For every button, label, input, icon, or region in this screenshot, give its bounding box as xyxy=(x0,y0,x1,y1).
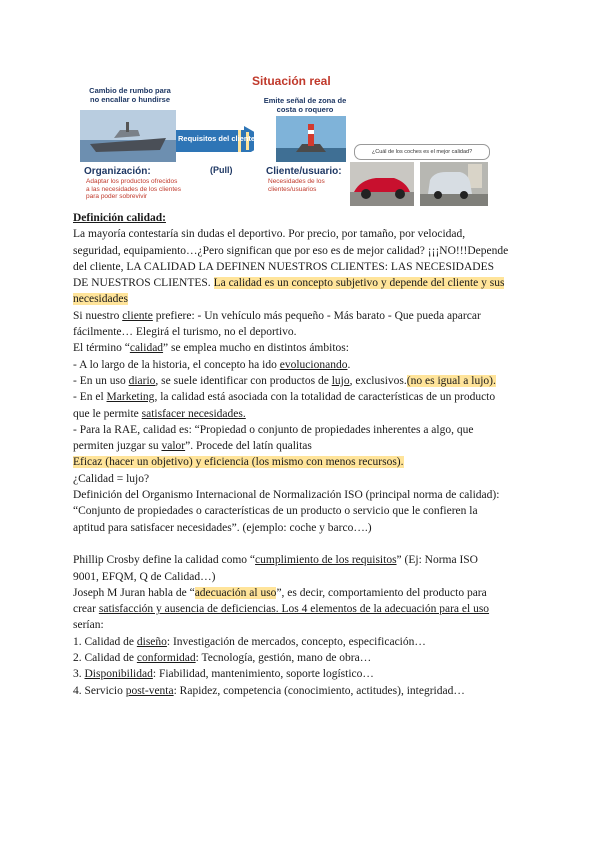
text-run: que le permite xyxy=(73,407,142,420)
paragraph-line: Definición del Organismo Internacional de Normalización ISO (principal norma de calidad): xyxy=(73,489,500,502)
text-run: ”, es decir, comportamiento del producto para xyxy=(276,586,487,599)
paragraph-line xyxy=(73,406,533,422)
compact-car-image xyxy=(420,162,488,206)
underlined-text: satisfacción y ausencia de deficiencias. Los 4 elementos de la adecuación para el uso xyxy=(98,603,490,616)
underlined-text: evolucionando xyxy=(279,358,348,371)
paragraph-line: aptitud para satisfacer necesidades”. (ejemplo: coche y barco….) xyxy=(73,521,372,534)
text-run: - En un uso xyxy=(73,374,129,387)
text-run: permiten juzgar su xyxy=(73,440,162,453)
text-run: : Tecnología, gestión, mano de obra… xyxy=(195,652,372,665)
text-run: 4. Servicio xyxy=(73,684,126,697)
text-run: : Investigación de mercados, concepto, especificación… xyxy=(166,635,426,648)
text-run: El término “ xyxy=(73,342,130,355)
underlined-text: cumplimiento de los requisitos xyxy=(255,554,397,567)
org-text: Adaptar los productos ofrecidos a las necesidades de los clientes para poder sobrevivir xyxy=(86,178,182,200)
text-run: 3. xyxy=(73,668,85,681)
figure-title: Situación real xyxy=(252,74,331,88)
paragraph-line xyxy=(73,650,533,666)
underlined-text: calidad xyxy=(129,342,164,355)
paragraph-line xyxy=(73,275,533,291)
underlined-text: post-venta xyxy=(125,684,174,697)
right-caption: Emite señal de zona de costa o roquero xyxy=(263,96,347,114)
highlighted-text: La calidad es un concepto subjetivo y depende del cliente y sus xyxy=(213,277,505,290)
left-caption: Cambio de rumbo para no encallar o hundirse xyxy=(89,86,171,104)
text-run: 2. Calidad de xyxy=(73,652,137,665)
paragraph-line xyxy=(73,454,533,470)
paragraph-line xyxy=(73,666,533,682)
highlighted-text: adecuación al uso xyxy=(194,586,277,599)
text-run: crear xyxy=(73,603,99,616)
paragraph-line xyxy=(73,340,533,356)
document-body xyxy=(73,210,533,699)
client-heading: Cliente/usuario: xyxy=(266,166,342,177)
paragraph-line: del cliente, LA CALIDAD LA DEFINEN NUESTROS CLIENTES: LAS NECESIDADES xyxy=(73,260,495,273)
underlined-text: diario xyxy=(128,374,156,387)
text-run: : Fiabilidad, mantenimiento, soporte logístico… xyxy=(152,668,374,681)
ship-image xyxy=(80,110,176,162)
question-bubble: ¿Cuál de los coches es el mejor calidad? xyxy=(354,144,490,160)
text-run: ” se emplea mucho en distintos ámbitos: xyxy=(163,342,349,355)
underlined-text: Marketing xyxy=(106,391,155,404)
text-run: prefiere: - Un vehículo más pequeño - Más barato - Que pueda aparcar xyxy=(152,309,481,322)
sports-car-image xyxy=(350,162,414,206)
text-run: Joseph M Juran habla de “ xyxy=(73,586,195,599)
paragraph-line xyxy=(73,585,533,601)
paragraph-line xyxy=(73,438,533,454)
paragraph-line xyxy=(73,601,533,617)
blank-line xyxy=(73,536,533,552)
text-run: ” (Ej: Norma ISO xyxy=(396,554,478,567)
arrow-label: Requisitos del cliente xyxy=(178,134,256,143)
text-run: - A lo largo de la historia, el concepto ha ido xyxy=(73,358,280,371)
text-run: Phillip Crosby define la calidad como “ xyxy=(73,554,256,567)
paragraph-line: serían: xyxy=(73,619,104,632)
paragraph-line xyxy=(73,389,533,405)
paragraph-line xyxy=(73,552,533,568)
paragraph-line: “Conjunto de propiedades o características de un producto o servicio que le confieren la xyxy=(73,505,478,518)
paragraph-line: - Para la RAE, calidad es: “Propiedad o conjunto de propiedades inherentes a algo, que xyxy=(73,423,474,436)
paragraph-line: La mayoría contestaría sin dudas el deportivo. Por precio, por tamaño, por velocidad, xyxy=(73,228,466,241)
text-run: DE NUESTROS CLIENTES. xyxy=(73,277,214,290)
underlined-text: valor xyxy=(161,440,186,453)
paragraph-line xyxy=(73,634,533,650)
lighthouse-image xyxy=(276,116,346,162)
paragraph-line: ¿Calidad = lujo? xyxy=(73,472,150,485)
paragraph-line xyxy=(73,308,533,324)
paragraph-line xyxy=(73,291,533,307)
underlined-text: conformidad xyxy=(136,652,196,665)
paragraph-line xyxy=(73,357,533,373)
underlined-text: diseño xyxy=(136,635,167,648)
text-run: : Rapidez, competencia (conocimiento, actitudes), integridad… xyxy=(173,684,465,697)
text-run: , exclusivos. xyxy=(349,374,407,387)
paragraph-line: 9001, EFQM, Q de Calidad…) xyxy=(73,570,216,583)
text-run: , se suele identificar con productos de xyxy=(155,374,332,387)
text-run: 1. Calidad de xyxy=(73,635,137,648)
underlined-text: Disponibilidad xyxy=(84,668,153,681)
paragraph-line: seguridad, equipamiento…¿Pero significan que por eso es de mejor calidad? ¡¡¡NO!!!Depende xyxy=(73,244,509,257)
text-run: , la calidad está asociada con la totalidad de características de un producto xyxy=(154,391,496,404)
highlighted-text: (no es igual a lujo). xyxy=(406,374,496,387)
paragraph-line xyxy=(73,683,533,699)
text-run: Si nuestro xyxy=(73,309,123,322)
underlined-text: lujo xyxy=(331,374,350,387)
text-run: - En el xyxy=(73,391,107,404)
section-heading: Definición calidad: xyxy=(73,212,166,224)
highlighted-text: necesidades xyxy=(73,293,128,306)
pull-label: (Pull) xyxy=(210,165,233,175)
underlined-text: cliente xyxy=(122,309,153,322)
highlighted-text: Eficaz (hacer un objetivo) y eficiencia (los mismo con menos recursos). xyxy=(73,456,404,469)
text-run: ”. Procede del latín qualitas xyxy=(185,440,312,453)
text-run: . xyxy=(347,358,351,371)
paragraph-line: fácilmente… Elegirá el turismo, no el deportivo. xyxy=(73,326,297,339)
situation-figure xyxy=(80,70,494,208)
paragraph-line xyxy=(73,373,533,389)
client-text: Necesidades de los clientes/usuarios xyxy=(268,178,325,193)
org-heading: Organización: xyxy=(84,166,151,177)
underlined-text: satisfacer necesidades. xyxy=(141,407,246,420)
